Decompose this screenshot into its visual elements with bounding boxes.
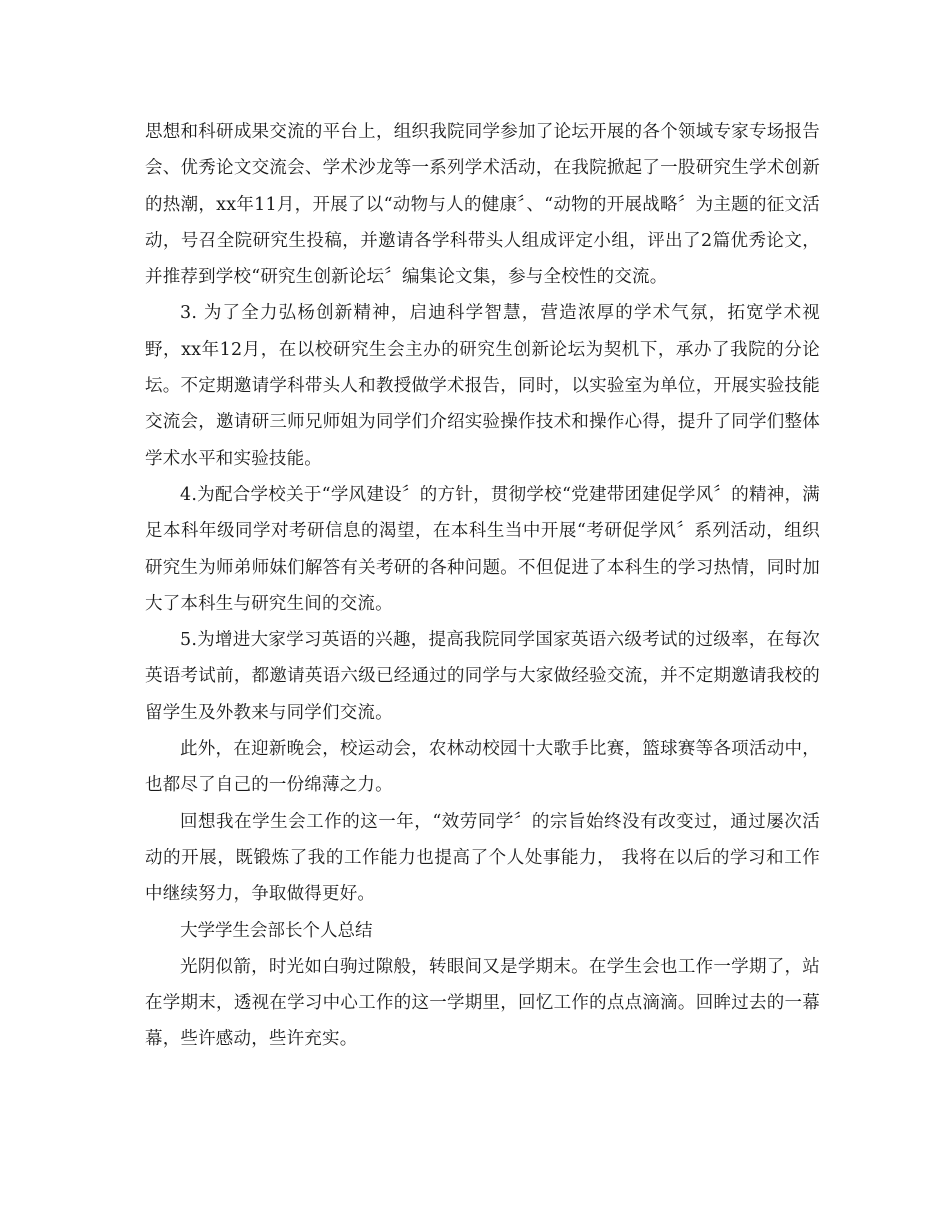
paragraph-recall: 回想我在学生会工作的这一年，“效劳同学〞的宗旨始终没有改变过，通过屡次活动的开展，既锻炼了我的工作能力也提高了个人处事能力， 我将在以后的学习和工作中继续努力，争取做得更好。	[145, 811, 820, 905]
paragraph-item-4: 4.为配合学校关于“学风建设〞的方针，贯彻学校“党建带团建促学风〞的精神，满足本科年级同学对考研信息的渴望，在本科生当中开展“考研促学风〞系列活动，组织研究生为师弟师妹们解答有关考研的各种问题。不但促进了本科生的学习热情，同时加大了本科生与研究生间的交流。	[145, 484, 820, 614]
paragraph-continuation: 思想和科研成果交流的平台上，组织我院同学参加了论坛开展的各个领域专家专场报告会、优秀论文交流会、学术沙龙等一系列学术活动，在我院掀起了一股研究生学术创新的热潮，xx年11月，开展了以“动物与人的健康〞、“动物的开展战略〞为主题的征文活动，号召全院研究生投稿，并邀请各学科带头人组成评定小组，评出了2篇优秀论文，并推荐到学校“研究生创新论坛〞编集论文集，参与全校性的交流。	[145, 122, 820, 288]
paragraph-item-3: 3. 为了全力弘杨创新精神，启迪科学智慧，营造浓厚的学术气氛，拓宽学术视野，xx年12月，在以校研究生会主办的研究生创新论坛为契机下，承办了我院的分论坛。不定期邀请学科带头人和教授做学术报告，同时，以实验室为单位，开展实验技能交流会，邀请研三师兄师姐为同学们介绍实验操作技术和操作心得，提升了同学们整体学术水平和实验技能。	[145, 303, 820, 469]
paragraph-item-5: 5.为增进大家学习英语的兴趣，提高我院同学国家英语六级考试的过级率，在每次英语考试前，都邀请英语六级已经通过的同学与大家做经验交流，并不定期邀请我校的留学生及外教来与同学们交流。	[145, 630, 820, 723]
section-title: 大学学生会部长个人总结	[180, 920, 373, 941]
paragraph-closing: 光阴似箭，时光如白驹过隙般，转眼间又是学期末。在学生会也工作一学期了，站在学期末，透视在学习中心工作的这一学期里，回忆工作的点点滴滴。回眸过去的一幕幕，些许感动，些许充实。	[145, 956, 820, 1050]
document-body	[145, 114, 820, 1058]
paragraph-besides: 此外，在迎新晚会，校运动会，农林动校园十大歌手比赛，篮球赛等各项活动中，也都尽了自己的一份绵薄之力。	[145, 739, 820, 796]
